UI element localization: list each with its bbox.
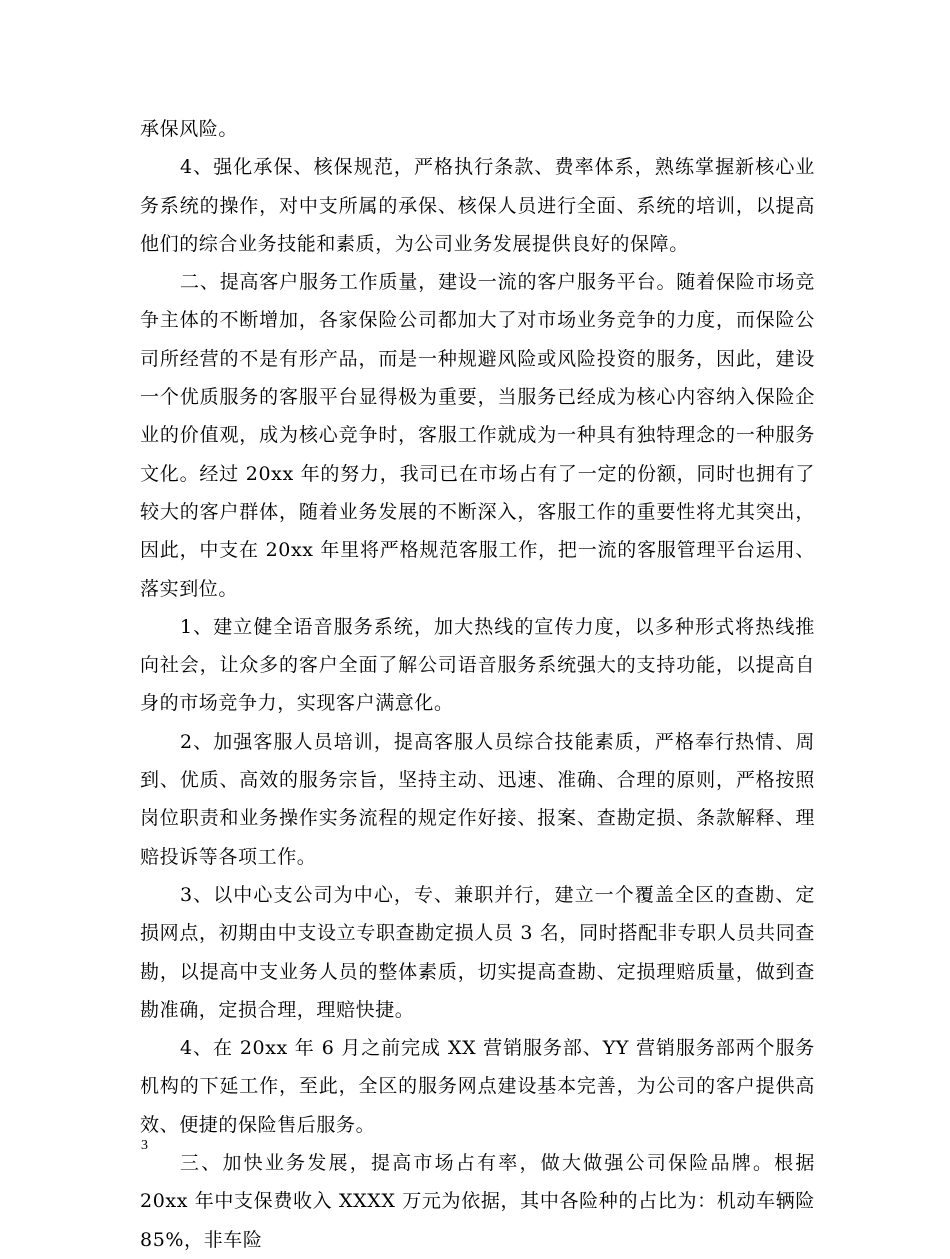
paragraph: 4、强化承保、核保规范，严格执行条款、费率体系，熟练掌握新核心业务系统的操作，对中支所属的承保、核保人员进行全面、系统的培训，以提高他们的综合业务技能和素质，为公司业务发展提供良好的保障。 — [140, 156, 815, 255]
page-number: 3 — [141, 1138, 148, 1153]
paragraph: 1、建立健全语音服务系统，加大热线的宣传力度，以多种形式将热线推向社会，让众多的客户全面了解公司语音服务系统强大的支持功能，以提高自身的市场竞争力，实现客户满意化。 — [140, 615, 815, 715]
paragraph: 2、加强客服人员培训，提高客服人员综合技能素质，严格奉行热情、周到、优质、高效的服务宗旨，坚持主动、迅速、准确、合理的原则，严格按照岗位职责和业务操作实务流程的规定作好接、报案、查勘定损、条款解释、理赔投诉等各项工作。 — [140, 730, 815, 868]
paragraph: 4、在 20xx 年 6 月之前完成 XX 营销服务部、YY 营销服务部两个服务机构的下延工作，至此，全区的服务网点建设基本完善，为公司的客户提供高效、便捷的保险售后服务。 — [140, 1037, 815, 1136]
paragraph: 承保风险。 — [140, 118, 239, 140]
paragraph: 三、加快业务发展，提高市场占有率，做大做强公司保险品牌。根据 20xx 年中支保费收入 XXXX 万元为依据，其中各险种的占比为：机动车辆险 85%，非车险 — [140, 1152, 815, 1251]
paragraph: 二、提高客户服务工作质量，建设一流的客户服务平台。随着保险市场竞争主体的不断增加，各家保险公司都加大了对市场业务竞争的力度，而保险公司所经营的不是有形产品，而是一种规避风险或风险投资的服务，因此，建设一个优质服务的客服平台显得极为重要，当服务已经成为核心内容纳入保险企业的价值观，成为核心竞争时，客服工作就成为一种具有独特理念的一种服务文化。经过 20xx 年的努力，我司已在市场占有了一定的份额，同时也拥有了较大的客户群体，随着业务发展的不断深入，客服工作的重要性将尤其突出，因此，中支在 20xx 年里将严格规范客服工作，把一流的客服管理平台运用、落实到位。 — [140, 271, 815, 600]
document-body — [140, 110, 815, 1259]
paragraph: 3、以中心支公司为中心，专、兼职并行，建立一个覆盖全区的查勘、定损网点，初期由中支设立专职查勘定损人员 3 名，同时搭配非专职人员共同查勘，以提高中支业务人员的整体素质，切实提高查勘、定损理赔质量，做到查勘准确，定损合理，理赔快捷。 — [140, 883, 815, 1021]
